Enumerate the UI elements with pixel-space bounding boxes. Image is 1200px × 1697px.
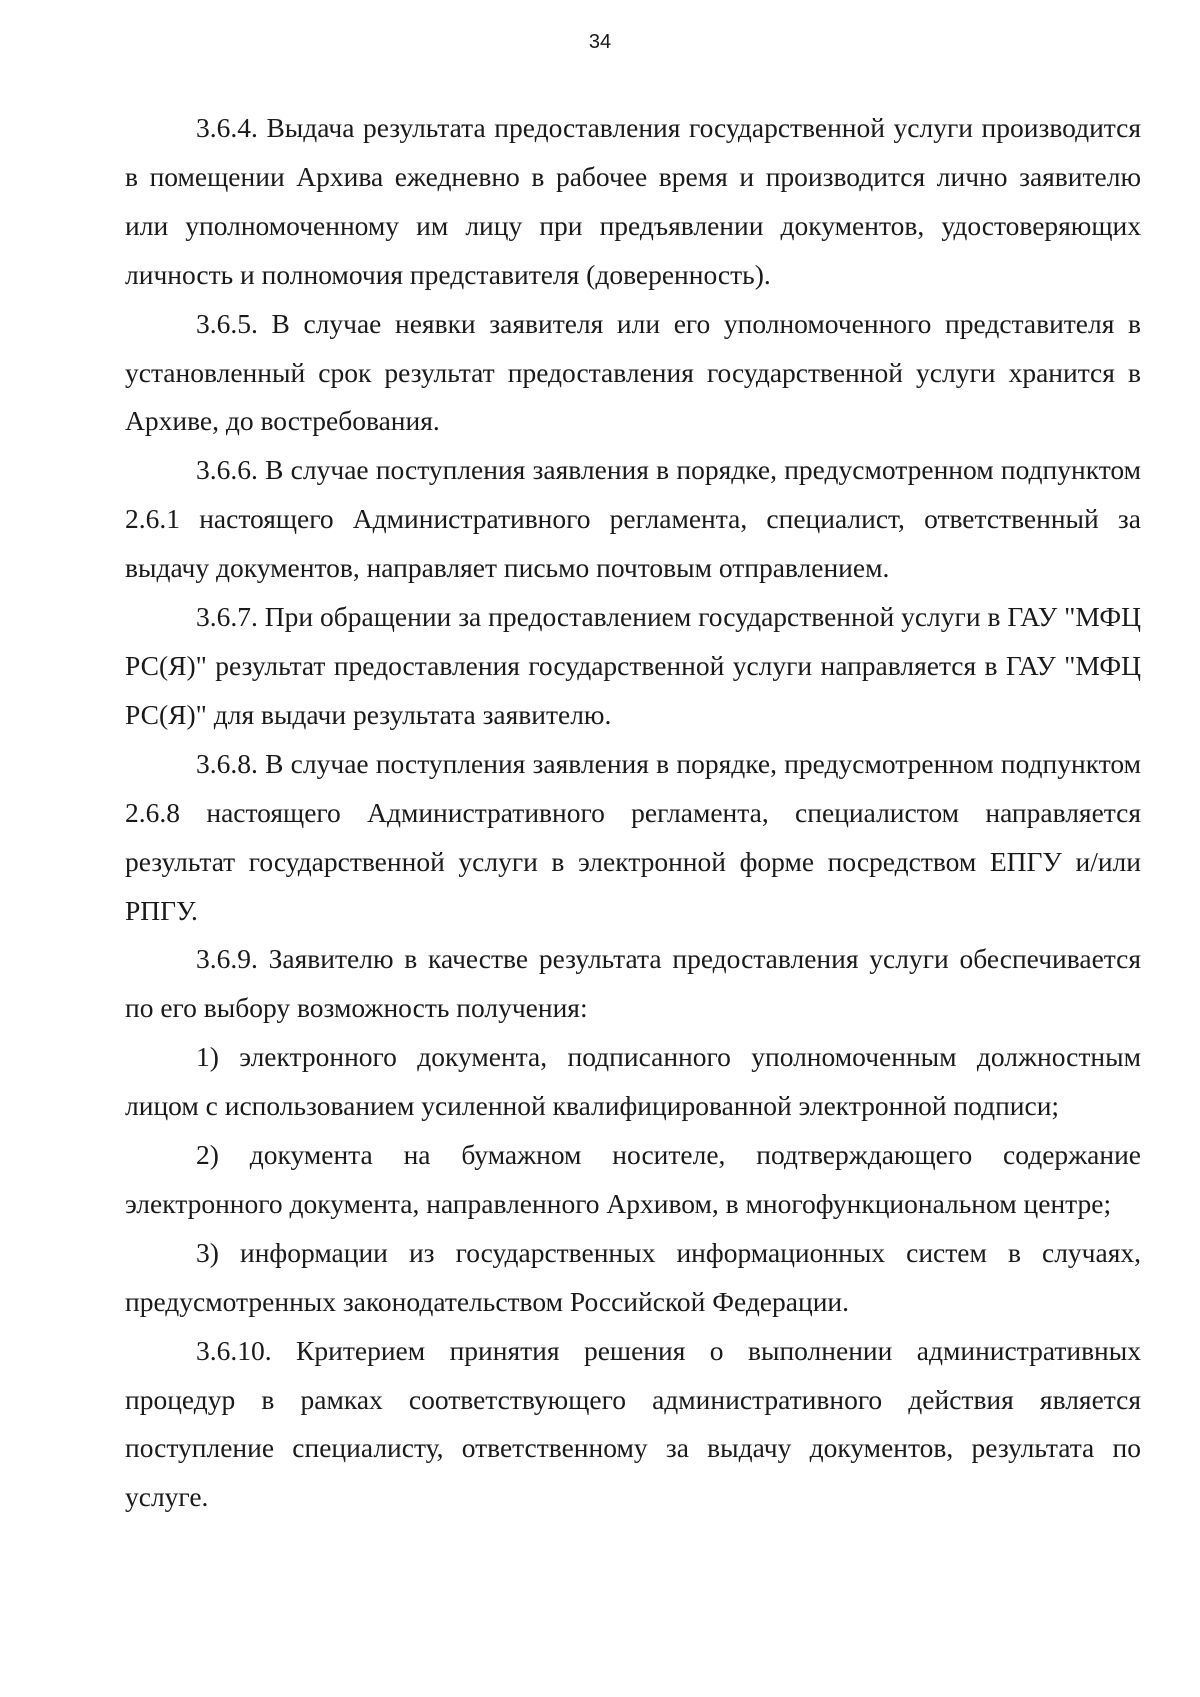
paragraph-3-6-4: 3.6.4. Выдача результата предоставления государственной услуги производится в помещении Архива ежедневно в рабочее время и производится лично заявителю или уполномоченному им лицу при предъявлении документов, удостоверяющих личность и полномочия представителя (доверенность). xyxy=(125,112,1141,290)
list-item-1: 1) электронного документа, подписанного уполномоченным должностным лицом с использованием усиленной квалифицированной электронной подписи; xyxy=(125,1041,1141,1122)
paragraph-3-6-9: 3.6.9. Заявителю в качестве результата предоставления услуги обеспечивается по его выбору возможность получения: xyxy=(125,943,1141,1024)
paragraph-3-6-8: 3.6.8. В случае поступления заявления в порядке, предусмотренном подпунктом 2.6.8 настоящего Административного регламента, специалистом направляется результат государственной услуги в электронной форме посредством ЕПГУ и/или РПГУ. xyxy=(125,747,1141,926)
paragraph-3-6-10: 3.6.10. Критерием принятия решения о выполнении административных процедур в рамках соответствующего административного действия является поступление специалисту, ответственному за выдачу документов, результата по услуге. xyxy=(125,1334,1141,1513)
paragraph-3-6-7: 3.6.7. При обращении за предоставлением государственной услуги в ГАУ "МФЦ РС(Я)" результат предоставления государственной услуги направляется в ГАУ "МФЦ РС(Я)" для выдачи результата заявителю. xyxy=(125,601,1141,730)
document-body xyxy=(125,104,1141,1522)
page-number: 34 xyxy=(588,31,612,53)
paragraph-3-6-5: 3.6.5. В случае неявки заявителя или его уполномоченного представителя в установленный срок результат предоставления государственной услуги хранится в Архиве, до востребования. xyxy=(125,307,1141,437)
list-item-2: 2) документа на бумажном носителе, подтверждающего содержание электронного документа, направленного Архивом, в многофункциональном центре; xyxy=(125,1139,1141,1219)
list-item-3: 3) информации из государственных информационных систем в случаях, предусмотренных законодательством Российской Федерации. xyxy=(125,1236,1141,1317)
paragraph-3-6-6: 3.6.6. В случае поступления заявления в порядке, предусмотренном подпунктом 2.6.1 настоящего Административного регламента, специалист, ответственный за выдачу документов, направляет письмо почтовым отправлением. xyxy=(125,454,1141,584)
